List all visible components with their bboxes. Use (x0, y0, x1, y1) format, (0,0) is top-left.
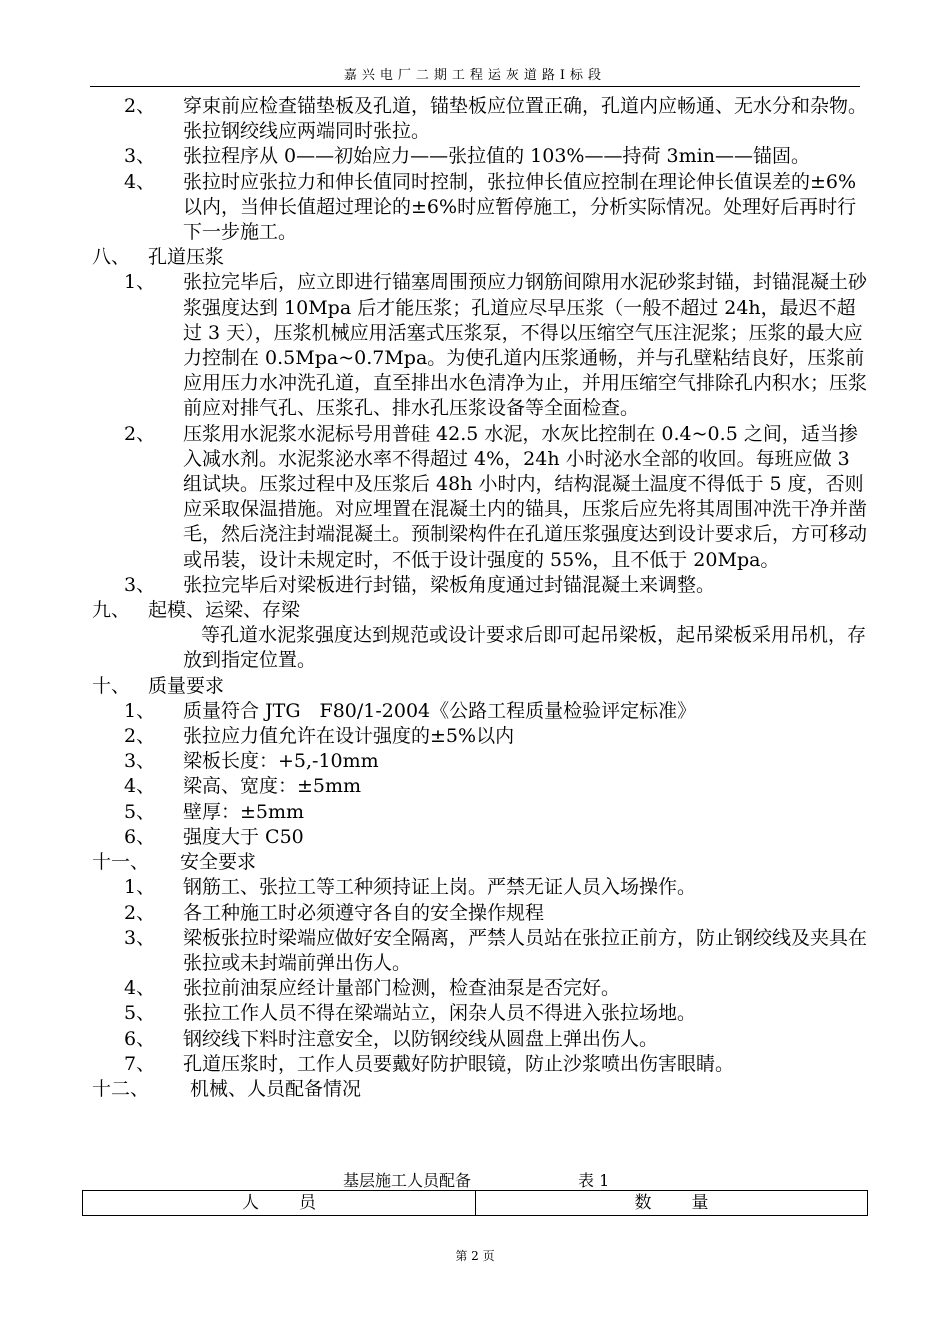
list-item: 2、 压浆用水泥浆水泥标号用普硅 42.5 水泥，水灰比控制在 0.4~0.5 之间，适当掺入减水剂。水泥浆泌水率不得超过 4%，24h 小时泌水全部的收回。每班应做 3 组试块。压浆过程中及压浆后 48h 小时内，结构混凝土温度不得低于 5 度，否则应采取保温措施。对应埋置在混凝土内的锚具，压浆后应先将其周围冲洗干净并凿毛，然后浇注封端混凝土。预制梁构件在孔道压浆强度达到设计要求后，方可移动或吊装，设计未规定时，不低于设计强度的 55%，且不低于 20Mpa。 (124, 422, 868, 571)
page-number: 第 2 页 (455, 1249, 495, 1263)
section-heading: 十、 质量要求 (92, 674, 225, 697)
list-item: 4、 张拉前油泵应经计量部门检测，检查油泵是否完好。 (124, 977, 621, 1000)
list-item: 1、 张拉完毕后，应立即进行锚塞周围预应力钢筋间隙用水泥砂浆封锚，封锚混凝土砂浆强度达到 10Mpa 后才能压浆；孔道应尽早压浆（一般不超过 24h，最迟不超过 3 天），压浆机械应用活塞式压浆泵，不得以压缩空气压注泥浆；压浆的最大应力控制在 0.5Mpa~0.7Mpa。为使孔道内压浆通畅，并与孔壁粘结良好，压浆前应用压力水冲洗孔道，直至排出水色清净为止，并用压缩空气排除孔内积水；压浆前应对排气孔、压浆孔、排水孔压浆设备等全面检查。 (124, 271, 868, 420)
table-caption-label: 表 1 (578, 1171, 610, 1190)
list-item: 3、 梁板长度：+5,-10mm (124, 750, 379, 773)
table-header-cell: 人员 (83, 1191, 476, 1215)
list-item: 1、 质量符合 JTG F80/1-2004《公路工程质量检验评定标准》 (124, 699, 697, 722)
list-item: 6、 强度大于 C50 (124, 825, 304, 848)
list-item: 3、 张拉程序从 0——初始应力——张拉值的 103%——持荷 3min——锚固。 (124, 145, 810, 168)
document-body (0, 94, 950, 1102)
list-item: 4、 张拉时应张拉力和伸长值同时控制，张拉伸长值应控制在理论伸长值误差的±6%以内，当伸长值超过理论的±6%时应暂停施工，分析实际情况。处理好后再时行下一步施工。 (124, 170, 857, 244)
list-item: 5、 壁厚：±5mm (124, 800, 305, 823)
page-header: 嘉兴电厂二期工程运灰道路I标段 (343, 68, 607, 83)
header-rule (90, 86, 860, 87)
list-item: 1、 钢筋工、张拉工等工种须持证上岗。严禁无证人员入场操作。 (124, 876, 697, 899)
personnel-table (82, 1190, 868, 1216)
list-item: 3、 张拉完毕后对梁板进行封锚，梁板角度通过封锚混凝土来调整。 (124, 573, 716, 596)
section-heading: 八、 孔道压浆 (92, 246, 225, 269)
section-heading: 九、 起模、运梁、存梁 (92, 599, 301, 622)
list-item: 6、 钢绞线下料时注意安全，以防钢绞线从圆盘上弹出伤人。 (124, 1027, 659, 1050)
list-item: 2、 穿束前应检查锚垫板及孔道，锚垫板应位置正确，孔道内应畅通、无水分和杂物。张拉钢绞线应两端同时张拉。 (124, 95, 868, 143)
list-item: 2、 张拉应力值允许在设计强度的±5%以内 (124, 725, 515, 748)
list-item: 2、 各工种施工时必须遵守各自的安全操作规程 (124, 901, 545, 924)
section-heading: 十二、 机械、人员配备情况 (92, 1077, 362, 1100)
section-heading: 十一、 安全要求 (92, 851, 257, 874)
table-header-cell: 数量 (634, 1193, 749, 1213)
section-paragraph: 等孔道水泥浆强度达到规范或设计要求后即可起吊梁板，起吊梁板采用吊机，存放到指定位置。 (183, 624, 867, 672)
list-item: 5、 张拉工作人员不得在梁端站立，闲杂人员不得进入张拉场地。 (124, 1002, 697, 1025)
list-item: 4、 梁高、宽度：±5mm (124, 775, 362, 798)
list-item: 7、 孔道压浆时，工作人员要戴好防护眼镜，防止沙浆喷出伤害眼睛。 (124, 1052, 735, 1075)
table-caption-title: 基层施工人员配备 (343, 1171, 472, 1190)
list-item: 3、 梁板张拉时梁端应做好安全隔离，严禁人员站在张拉正前方，防止钢绞线及夹具在张拉或未封端前弹出伤人。 (124, 926, 868, 974)
